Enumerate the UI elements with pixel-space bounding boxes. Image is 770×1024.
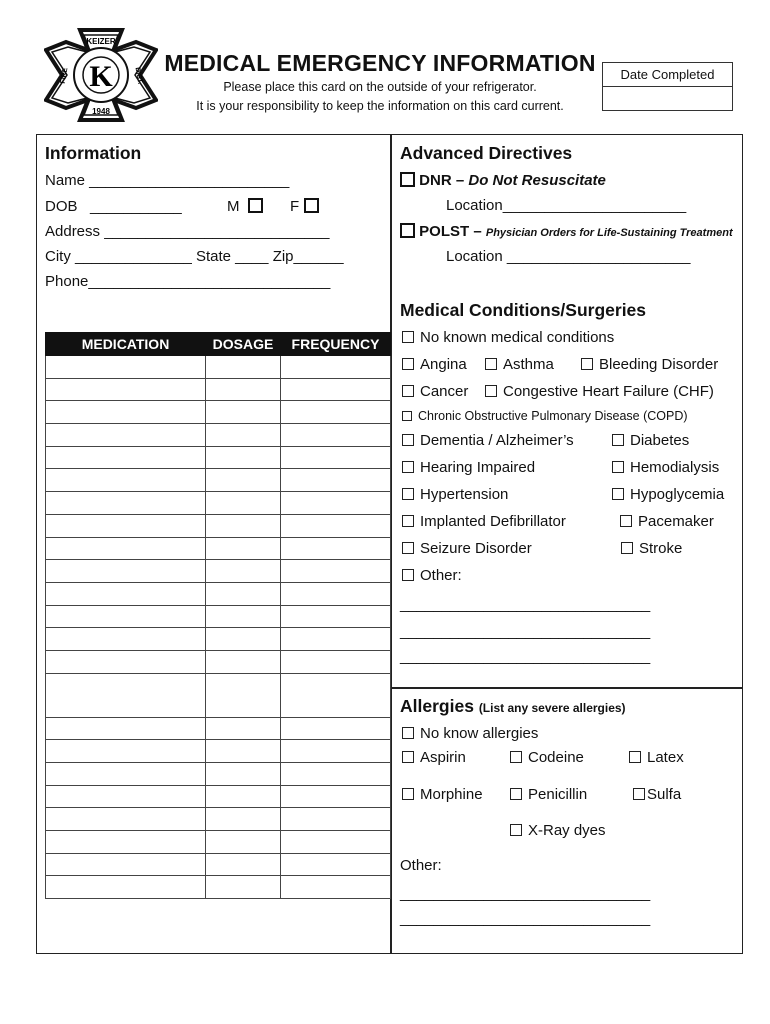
frequency-cell[interactable] xyxy=(281,763,391,786)
female-checkbox[interactable] xyxy=(304,198,319,213)
dob-label: DOB xyxy=(45,198,78,215)
dosage-cell[interactable] xyxy=(206,673,281,717)
dnr-label: DNR xyxy=(419,172,452,189)
table-row xyxy=(46,469,391,492)
condition-other-line[interactable]: ______________________________ xyxy=(400,648,651,665)
table-row xyxy=(46,356,391,379)
allergy-penicillin[interactable] xyxy=(510,786,587,803)
frequency-cell[interactable] xyxy=(281,650,391,673)
checkbox[interactable] xyxy=(402,411,412,421)
allergy-label: Latex xyxy=(647,749,684,766)
allergy-other-line[interactable]: ______________________________ xyxy=(400,910,651,927)
condition-label: Stroke xyxy=(639,540,683,557)
frequency-cell[interactable] xyxy=(281,401,391,424)
condition-label: Hypoglycemia xyxy=(630,486,725,503)
table-row xyxy=(46,378,391,401)
dosage-cell[interactable] xyxy=(206,853,281,876)
male-label: M xyxy=(227,198,240,215)
dosage-cell[interactable] xyxy=(206,560,281,583)
medication-cell[interactable] xyxy=(46,514,206,537)
allergies-divider xyxy=(391,687,743,689)
condition-hemodialysis[interactable] xyxy=(612,459,719,476)
polst-checkbox[interactable] xyxy=(400,223,415,238)
dob-field[interactable]: ___________ xyxy=(90,198,182,215)
table-row xyxy=(46,763,391,786)
checkbox[interactable] xyxy=(402,358,414,370)
condition-label: Pacemaker xyxy=(638,513,714,530)
condition-chf[interactable] xyxy=(485,383,714,400)
condition-hearing[interactable] xyxy=(402,459,535,476)
checkbox[interactable] xyxy=(402,788,414,800)
checkbox[interactable] xyxy=(402,461,414,473)
dosage-cell[interactable] xyxy=(206,469,281,492)
condition-label: Other: xyxy=(420,567,462,584)
condition-pacemaker[interactable] xyxy=(620,513,714,530)
allergy-codeine[interactable] xyxy=(510,749,584,766)
dosage-cell[interactable] xyxy=(206,492,281,515)
frequency-cell[interactable] xyxy=(281,378,391,401)
dosage-cell[interactable] xyxy=(206,582,281,605)
frequency-column-header: FREQUENCY xyxy=(281,333,391,356)
table-row xyxy=(46,808,391,831)
allergy-xray[interactable] xyxy=(510,822,606,839)
dosage-cell[interactable] xyxy=(206,717,281,740)
dnr-location-field[interactable]: Location______________________ xyxy=(446,197,687,214)
condition-label: Congestive Heart Failure (CHF) xyxy=(503,383,714,400)
dosage-column-header: DOSAGE xyxy=(206,333,281,356)
frequency-cell[interactable] xyxy=(281,876,391,899)
frequency-cell[interactable] xyxy=(281,560,391,583)
allergy-label: Sulfa xyxy=(647,786,682,803)
medication-cell[interactable] xyxy=(46,717,206,740)
dnr-option xyxy=(400,172,606,189)
condition-defibrillator[interactable] xyxy=(402,513,566,530)
medication-cell[interactable] xyxy=(46,469,206,492)
dosage-cell[interactable] xyxy=(206,876,281,899)
condition-other-line[interactable]: ______________________________ xyxy=(400,596,651,613)
checkbox[interactable] xyxy=(402,515,414,527)
logo-text-bottom: 1948 xyxy=(92,107,110,116)
medication-cell[interactable] xyxy=(46,560,206,583)
medication-cell[interactable] xyxy=(46,808,206,831)
table-row xyxy=(46,401,391,424)
polst-option xyxy=(400,223,733,240)
checkbox[interactable] xyxy=(581,358,593,370)
condition-label: Cancer xyxy=(420,383,469,400)
polst-description: Physician Orders for Life-Sustaining Treatment xyxy=(485,227,733,239)
medication-cell[interactable] xyxy=(46,876,206,899)
condition-label: Dementia / Alzheimer’s xyxy=(420,432,574,449)
condition-label: Implanted Defibrillator xyxy=(420,513,566,530)
table-row xyxy=(46,785,391,808)
table-row xyxy=(46,492,391,515)
checkbox[interactable] xyxy=(402,727,414,739)
medication-cell[interactable] xyxy=(46,446,206,469)
allergies-heading xyxy=(400,696,626,717)
dosage-cell[interactable] xyxy=(206,446,281,469)
checkbox[interactable] xyxy=(629,751,641,763)
condition-stroke[interactable] xyxy=(621,540,682,557)
condition-hypoglycemia[interactable] xyxy=(612,486,724,503)
phone-field[interactable]: Phone_____________________________ xyxy=(45,273,331,290)
dosage-cell[interactable] xyxy=(206,514,281,537)
allergy-morphine[interactable] xyxy=(402,786,483,803)
condition-label: Angina xyxy=(420,356,467,373)
table-row xyxy=(46,740,391,763)
frequency-cell[interactable] xyxy=(281,492,391,515)
allergy-sulfa[interactable] xyxy=(633,786,681,803)
name-field[interactable]: Name ________________________ xyxy=(45,172,290,189)
medication-cell[interactable] xyxy=(46,831,206,854)
medication-cell[interactable] xyxy=(46,740,206,763)
checkbox[interactable] xyxy=(402,751,414,763)
checkbox[interactable] xyxy=(510,751,522,763)
medication-cell[interactable] xyxy=(46,378,206,401)
frequency-cell[interactable] xyxy=(281,785,391,808)
fire-district-logo xyxy=(44,28,158,122)
condition-diabetes[interactable] xyxy=(612,432,689,449)
checkbox[interactable] xyxy=(510,788,522,800)
table-row xyxy=(46,514,391,537)
frequency-cell[interactable] xyxy=(281,831,391,854)
allergy-label: Codeine xyxy=(528,749,584,766)
checkbox[interactable] xyxy=(485,385,497,397)
table-row xyxy=(46,537,391,560)
frequency-cell[interactable] xyxy=(281,673,391,717)
dnr-description: Do Not Resuscitate xyxy=(468,172,606,189)
allergy-other-label: Other: xyxy=(400,857,442,874)
medication-cell[interactable] xyxy=(46,785,206,808)
frequency-cell[interactable] xyxy=(281,740,391,763)
medication-table xyxy=(45,332,391,899)
allergy-other-line[interactable]: ______________________________ xyxy=(400,885,651,902)
medication-cell[interactable] xyxy=(46,356,206,379)
allergy-aspirin[interactable] xyxy=(402,749,466,766)
frequency-cell[interactable] xyxy=(281,582,391,605)
frequency-cell[interactable] xyxy=(281,514,391,537)
checkbox[interactable] xyxy=(612,461,624,473)
condition-label: Diabetes xyxy=(630,432,690,449)
dosage-cell[interactable] xyxy=(206,628,281,651)
dnr-dash: – xyxy=(451,172,469,189)
medication-cell[interactable] xyxy=(46,424,206,447)
polst-location-field[interactable]: Location ______________________ xyxy=(446,248,691,265)
frequency-cell[interactable] xyxy=(281,446,391,469)
advanced-directives-heading: Advanced Directives xyxy=(400,143,573,163)
allergy-label: Aspirin xyxy=(420,749,466,766)
allergy-none[interactable] xyxy=(402,725,538,742)
allergy-label: No know allergies xyxy=(420,725,539,742)
date-completed-box xyxy=(602,62,733,111)
instruction-line-1: Please place this card on the outside of your refrigerator. xyxy=(223,80,537,94)
address-field[interactable]: Address ___________________________ xyxy=(45,223,330,240)
table-row xyxy=(46,628,391,651)
checkbox[interactable] xyxy=(633,788,645,800)
frequency-cell[interactable] xyxy=(281,853,391,876)
logo-text-top: KEIZER xyxy=(86,37,116,46)
allergy-label: Morphine xyxy=(420,786,483,803)
dosage-cell[interactable] xyxy=(206,378,281,401)
instruction-line-2: It is your responsibility to keep the information on this card current. xyxy=(196,99,564,113)
condition-label: Asthma xyxy=(503,356,554,373)
medication-cell[interactable] xyxy=(46,673,206,717)
medication-cell[interactable] xyxy=(46,650,206,673)
checkbox[interactable] xyxy=(402,488,414,500)
condition-label: Hemodialysis xyxy=(630,459,720,476)
dosage-cell[interactable] xyxy=(206,740,281,763)
medication-cell[interactable] xyxy=(46,605,206,628)
condition-bleeding[interactable] xyxy=(581,356,718,373)
allergies-title: Allergies xyxy=(400,696,474,716)
condition-label: Chronic Obstructive Pulmonary Disease (COPD) xyxy=(418,409,688,423)
checkbox[interactable] xyxy=(402,542,414,554)
medication-cell[interactable] xyxy=(46,401,206,424)
allergies-note: (List any severe allergies) xyxy=(478,701,626,715)
logo-text-right: DIST. xyxy=(133,66,144,85)
checkbox[interactable] xyxy=(612,488,624,500)
dosage-cell[interactable] xyxy=(206,537,281,560)
frequency-cell[interactable] xyxy=(281,537,391,560)
dosage-cell[interactable] xyxy=(206,785,281,808)
frequency-cell[interactable] xyxy=(281,424,391,447)
checkbox[interactable] xyxy=(402,569,414,581)
condition-label: No known medical conditions xyxy=(420,329,615,346)
frequency-cell[interactable] xyxy=(281,628,391,651)
medication-cell[interactable] xyxy=(46,628,206,651)
frequency-cell[interactable] xyxy=(281,469,391,492)
medication-cell[interactable] xyxy=(46,763,206,786)
table-row xyxy=(46,831,391,854)
frequency-cell[interactable] xyxy=(281,356,391,379)
date-completed-label: Date Completed xyxy=(603,63,732,87)
condition-copd[interactable] xyxy=(402,409,688,423)
dosage-cell[interactable] xyxy=(206,356,281,379)
table-row xyxy=(46,446,391,469)
condition-label: Hypertension xyxy=(420,486,509,503)
dosage-cell[interactable] xyxy=(206,808,281,831)
condition-label: Bleeding Disorder xyxy=(599,356,719,373)
table-row xyxy=(46,605,391,628)
checkbox[interactable] xyxy=(510,824,522,836)
table-row xyxy=(46,853,391,876)
medication-column-header: MEDICATION xyxy=(46,333,206,356)
medication-cell[interactable] xyxy=(46,492,206,515)
table-row xyxy=(46,582,391,605)
condition-cancer[interactable] xyxy=(402,383,468,400)
checkbox[interactable] xyxy=(612,434,624,446)
allergy-label: X-Ray dyes xyxy=(528,822,606,839)
medical-conditions-heading: Medical Conditions/Surgeries xyxy=(400,300,647,320)
condition-none[interactable] xyxy=(402,329,614,346)
dosage-cell[interactable] xyxy=(206,605,281,628)
condition-label: Seizure Disorder xyxy=(420,540,532,557)
female-label: F xyxy=(290,198,300,215)
dnr-checkbox[interactable] xyxy=(400,172,415,187)
table-row xyxy=(46,673,391,717)
table-row xyxy=(46,560,391,583)
condition-hypertension[interactable] xyxy=(402,486,508,503)
condition-asthma[interactable] xyxy=(485,356,554,373)
condition-other-line[interactable]: ______________________________ xyxy=(400,623,651,640)
male-checkbox[interactable] xyxy=(248,198,263,213)
table-row xyxy=(46,650,391,673)
condition-label: Hearing Impaired xyxy=(420,459,536,476)
checkbox[interactable] xyxy=(485,358,497,370)
condition-seizure[interactable] xyxy=(402,540,532,557)
checkbox[interactable] xyxy=(402,331,414,343)
checkbox[interactable] xyxy=(620,515,632,527)
polst-label: POLST – xyxy=(419,223,482,240)
dosage-cell[interactable] xyxy=(206,424,281,447)
medication-cell[interactable] xyxy=(46,537,206,560)
condition-other[interactable] xyxy=(402,567,462,584)
dosage-cell[interactable] xyxy=(206,763,281,786)
checkbox[interactable] xyxy=(621,542,633,554)
condition-angina[interactable] xyxy=(402,356,467,373)
dosage-cell[interactable] xyxy=(206,650,281,673)
allergy-label: Penicillin xyxy=(528,786,588,803)
date-completed-field[interactable] xyxy=(603,87,732,111)
frequency-cell[interactable] xyxy=(281,605,391,628)
medication-cell[interactable] xyxy=(46,853,206,876)
checkbox[interactable] xyxy=(402,434,414,446)
page-title: MEDICAL EMERGENCY INFORMATION xyxy=(164,50,596,76)
condition-dementia[interactable] xyxy=(402,432,574,449)
logo-letter: K xyxy=(89,60,113,93)
checkbox[interactable] xyxy=(402,385,414,397)
logo-text-left: FIRE xyxy=(59,67,70,85)
city-state-zip-field[interactable]: City ______________ State ____ Zip______ xyxy=(45,248,344,265)
medication-cell[interactable] xyxy=(46,582,206,605)
allergy-latex[interactable] xyxy=(629,749,684,766)
frequency-cell[interactable] xyxy=(281,717,391,740)
medication-table-header xyxy=(46,333,391,356)
table-row xyxy=(46,424,391,447)
dosage-cell[interactable] xyxy=(206,401,281,424)
table-row xyxy=(46,876,391,899)
dosage-cell[interactable] xyxy=(206,831,281,854)
table-row xyxy=(46,717,391,740)
information-heading: Information xyxy=(45,143,142,163)
frequency-cell[interactable] xyxy=(281,808,391,831)
